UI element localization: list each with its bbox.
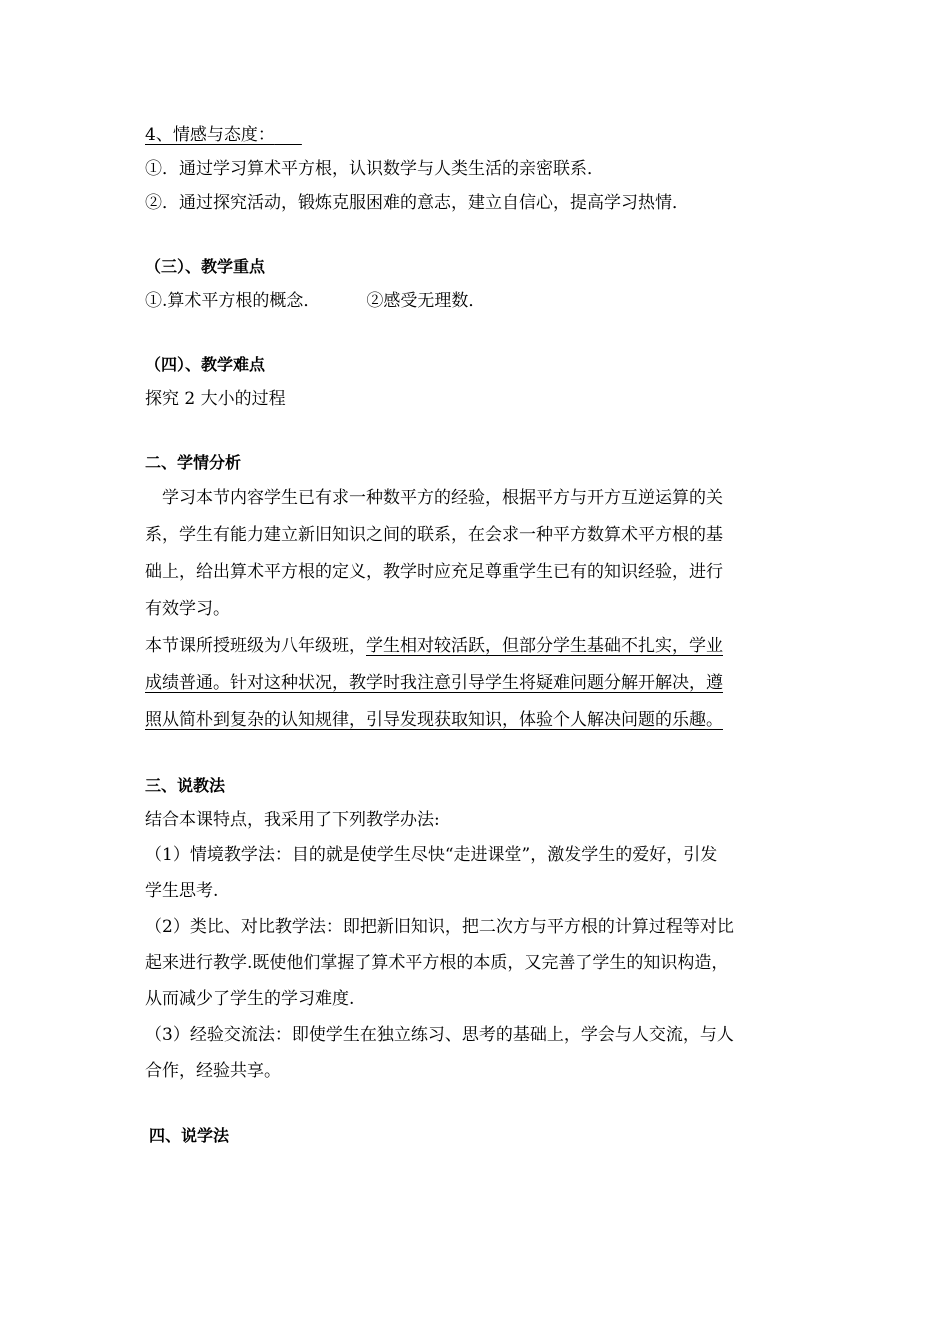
key-points-items bbox=[145, 284, 810, 318]
analysis-line-5: 本节课所授班级为八年级班，学生相对较活跃，但部分学生基础不扎实，学业 bbox=[145, 636, 723, 656]
methods-intro: 结合本课特点，我采用了下列教学办法: bbox=[145, 810, 440, 830]
analysis-line-4: 有效学习。 bbox=[145, 599, 230, 619]
document-page bbox=[145, 118, 810, 1153]
method-1-line-1: （1）情境教学法：目的就是使学生尽快“走进课堂”，激发学生的爱好，引发 bbox=[145, 845, 718, 865]
key-point-2: ②感受无理数． bbox=[366, 291, 486, 311]
analysis-line-3: 础上，给出算术平方根的定义，教学时应充足尊重学生已有的知识经验，进行 bbox=[145, 562, 723, 582]
learning-heading: 四、说学法 bbox=[149, 1126, 230, 1145]
method-2-line-1: （2）类比、对比教学法：即把新旧知识，把二次方与平方根的计算过程等对比 bbox=[145, 917, 734, 937]
section4-item-2: ②．通过探究活动，锻炼克服困难的意志，建立自信心，提高学习热情． bbox=[145, 193, 689, 213]
section4-title-text: 4、情感与态度： bbox=[145, 125, 275, 145]
analysis-line-2: 系，学生有能力建立新旧知识之间的联系，在会求一种平方数算术平方根的基 bbox=[145, 525, 723, 545]
method-3-line-2: 合作，经验共享。 bbox=[145, 1061, 281, 1081]
section4-item-1: ①．通过学习算术平方根，认识数学与人类生活的亲密联系． bbox=[145, 159, 604, 179]
section4-title bbox=[145, 118, 810, 152]
difficulty-heading: （四）、教学难点 bbox=[145, 355, 266, 374]
analysis-line-7: 照从简朴到复杂的认知规律，引导发现获取知识，体验个人解决问题的乐趣。 bbox=[145, 710, 723, 730]
analysis-paragraph bbox=[145, 480, 810, 739]
method-1-line-2: 学生思考. bbox=[145, 881, 219, 901]
key-point-1: ①.算术平方根的概念． bbox=[145, 291, 321, 311]
analysis-heading: 二、学情分析 bbox=[145, 453, 242, 472]
analysis-line-1: 学习本节内容学生已有求一种数平方的经验，根据平方与开方互逆运算的关 bbox=[162, 488, 723, 508]
method-3-line-1: （3）经验交流法：即使学生在独立练习、思考的基础上，学会与人交流，与人 bbox=[145, 1025, 734, 1045]
methods-heading: 三、说教法 bbox=[145, 776, 226, 795]
difficulty-text: 探究 2 大小的过程 bbox=[145, 389, 286, 409]
methods-list bbox=[145, 837, 810, 1089]
method-2-line-2: 起来进行教学.既使他们掌握了算术平方根的本质，又完善了学生的知识构造， bbox=[145, 953, 729, 973]
method-2-line-3: 从而减少了学生的学习难度. bbox=[145, 989, 355, 1009]
key-points-heading: （三）、教学重点 bbox=[145, 257, 266, 276]
analysis-line-6: 成绩普通。针对这种状况，教学时我注意引导学生将疑难问题分解开解决，遵 bbox=[145, 673, 723, 693]
